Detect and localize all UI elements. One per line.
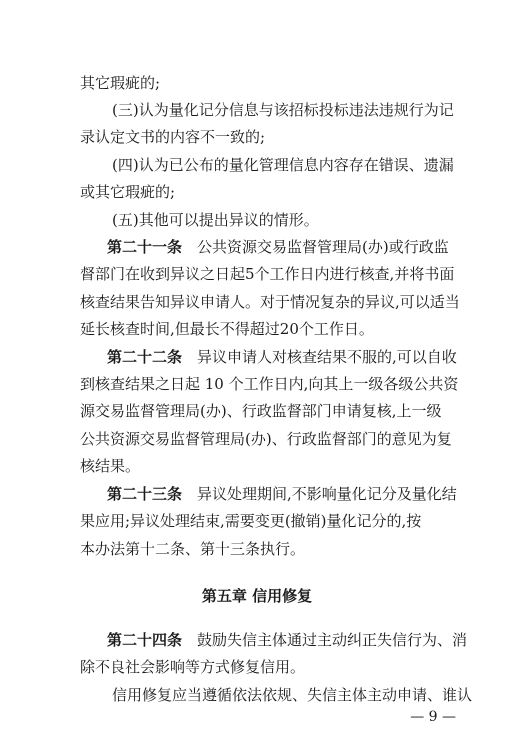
line-text: 公共资源交易监督管理局(办)、行政监督部门的意见为复 <box>80 430 452 448</box>
line-text: 源交易监督管理局(办)、行政监督部门申请复核,上一级 <box>80 402 442 420</box>
line-text: 或其它瑕疵的; <box>80 183 176 201</box>
line-text: 督部门在收到异议之日起5个工作日内进行核查,并将书面 <box>80 265 455 283</box>
text-line <box>0 537 514 561</box>
line-text: 除不良社会影响等方式修复信用。 <box>80 658 306 676</box>
line-text: 录认定文书的内容不一致的; <box>80 128 266 146</box>
line-text: 异议处理期间,不影响量化记分及量化结 <box>197 485 457 503</box>
text-line <box>0 317 514 341</box>
page-number-text: — 9 — <box>410 709 456 725</box>
text-line <box>0 180 514 204</box>
text-line <box>0 683 514 707</box>
text-line <box>0 427 514 451</box>
article-number: 第二十四条 <box>107 631 183 649</box>
text-line <box>0 655 514 679</box>
text-line <box>0 372 514 396</box>
text-line <box>0 71 514 95</box>
text-line <box>0 262 514 286</box>
article-line <box>0 345 514 369</box>
line-text: 鼓励失信主体通过主动纠正失信行为、消 <box>197 631 468 649</box>
chapter-title <box>0 584 514 608</box>
line-text: (四)认为已公布的量化管理信息内容存在错误、遗漏 <box>112 156 454 174</box>
line-text: 核结果。 <box>80 457 141 475</box>
text-line <box>0 153 514 177</box>
line-text: 果应用;异议处理结束,需要变更(撤销)量化记分的,按 <box>80 512 422 530</box>
text-line <box>0 399 514 423</box>
chapter-title-text: 第五章 信用修复 <box>201 587 313 605</box>
article-number: 第二十一条 <box>107 238 183 256</box>
article-number: 第二十二条 <box>107 348 183 366</box>
page-number <box>0 707 514 727</box>
article-line <box>0 235 514 259</box>
text-line <box>0 290 514 314</box>
line-text: 公共资源交易监督管理局(办)或行政监 <box>197 238 449 256</box>
line-text: 其它瑕疵的; <box>80 74 161 92</box>
article-line <box>0 628 514 652</box>
text-line <box>0 125 514 149</box>
line-text: 延长核查时间,但最长不得超过20个工作日。 <box>80 320 374 338</box>
text-line <box>0 509 514 533</box>
line-text: 核查结果告知异议申请人。对于情况复杂的异议,可以适当 <box>80 293 460 311</box>
article-line <box>0 482 514 506</box>
article-number: 第二十三条 <box>107 485 183 503</box>
line-text: (三)认为量化记分信息与该招标投标违法违规行为记 <box>112 101 454 119</box>
text-line <box>0 454 514 478</box>
line-text: 到核查结果之日起 10 个工作日内,向其上一级各级公共资 <box>80 375 459 393</box>
text-line <box>0 98 514 122</box>
line-text: 信用修复应当遵循依法依规、失信主体主动申请、谁认 <box>112 686 473 704</box>
line-text: 异议申请人对核查结果不服的,可以自收 <box>197 348 457 366</box>
line-text: (五)其他可以提出异议的情形。 <box>112 211 319 229</box>
line-text: 本办法第十二条、第十三条执行。 <box>80 540 306 558</box>
text-line <box>0 208 514 232</box>
